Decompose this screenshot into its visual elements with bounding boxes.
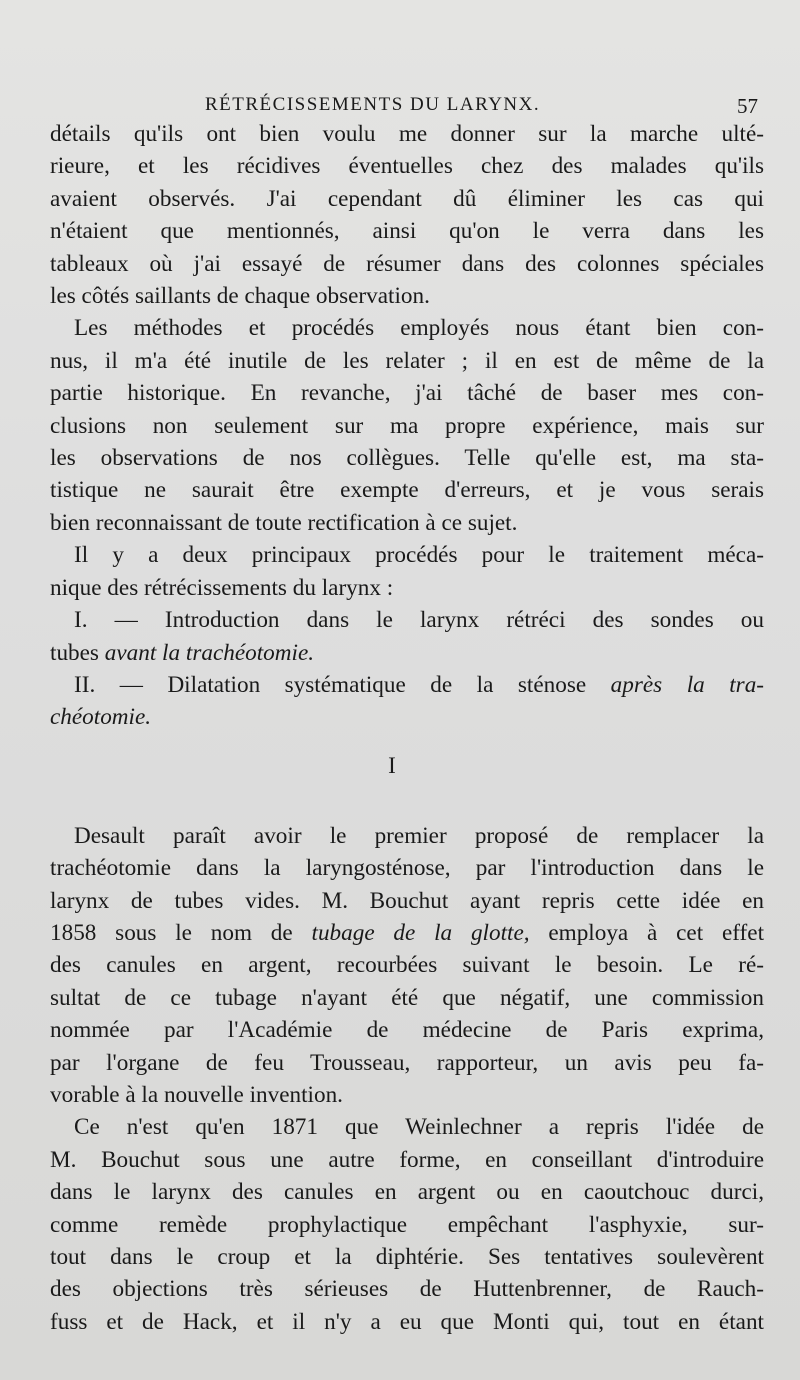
text-fragment: II. — Dilatation systématique de la sténose <box>74 671 587 698</box>
text-line: larynx de tubes vides. M. Bouchut ayant repris cette idée en <box>50 887 764 914</box>
italic-fragment: après la tra- <box>610 671 765 698</box>
text-line: trachéotomie dans la laryngosténose, par l'introduction dans le <box>50 855 764 882</box>
text-line: détails qu'ils ont bien voulu me donner sur la marche ulté- <box>50 121 764 147</box>
text-line <box>50 917 764 949</box>
text-line: vorable à la nouvelle invention. <box>50 1081 343 1108</box>
page-number: 57 <box>737 94 758 118</box>
text-line: tout dans le croup et la diphtérie. Ses tentatives soulevèrent <box>50 1244 764 1270</box>
section-heading: I <box>388 752 396 778</box>
text-fragment: employa à cet effet <box>548 919 765 946</box>
text-line: partie historique. En revanche, j'ai tâché de baser mes con- <box>50 380 764 407</box>
text-line: les côtés saillants de chaque observation. <box>50 283 430 310</box>
text-line: avaient observés. J'ai cependant dû éliminer les cas qui <box>50 185 764 212</box>
text-line: bien reconnaissant de toute rectification à ce sujet. <box>50 509 518 536</box>
text-line: rieure, et les récidives éventuelles chez des malades qu'ils <box>50 153 764 180</box>
text-line: nus, il m'a été inutile de les relater ; il en est de même de la <box>50 347 764 374</box>
text-line <box>50 701 764 733</box>
body-text <box>50 118 764 1338</box>
text-line: dans le larynx des canules en argent ou en caoutchouc durci, <box>50 1179 764 1206</box>
running-head <box>50 88 764 118</box>
italic-fragment: tubage de la glotte, <box>311 919 530 946</box>
text-line: tistique ne saurait être exempte d'erreurs, et je vous serais <box>50 477 764 504</box>
text-line: nommée par l'Académie de médecine de Paris exprima, <box>50 1017 764 1044</box>
italic-fragment: chéotomie. <box>50 704 152 731</box>
text-line <box>50 637 764 669</box>
text-line: Desault paraît avoir le premier proposé de remplacer la <box>74 822 764 849</box>
text-line: Les méthodes et procédés employés nous étant bien con- <box>74 315 764 342</box>
text-line: I. — Introduction dans le larynx rétréci des sondes ou <box>74 607 764 634</box>
text-line: Il y a deux principaux procédés pour le traitement méca- <box>74 542 764 569</box>
text-line: Ce n'est qu'en 1871 que Weinlechner a repris l'idée de <box>74 1114 764 1141</box>
text-line: fuss et de Hack, et il n'y a eu que Monti qui, tout en étant <box>50 1308 764 1335</box>
italic-fragment: avant la trachéotomie. <box>104 639 315 666</box>
text-line <box>50 669 764 701</box>
text-fragment: tubes <box>50 639 99 666</box>
text-line: des objections très sérieuses de Huttenbrenner, de Rauch- <box>50 1276 764 1303</box>
text-line: par l'organe de feu Trousseau, rapporteur, un avis peu fa- <box>50 1049 764 1076</box>
text-line: sultat de ce tubage n'ayant été que négatif, une commission <box>50 984 764 1011</box>
text-line: comme remède prophylactique empêchant l'asphyxie, sur- <box>50 1211 764 1238</box>
text-line: tableaux où j'ai essayé de résumer dans des colonnes spéciales <box>50 250 764 277</box>
text-line: les observations de nos collègues. Telle qu'elle est, ma sta- <box>50 445 764 472</box>
text-line: M. Bouchut sous une autre forme, en conseillant d'introduire <box>50 1146 764 1173</box>
text-line: nique des rétrécissements du larynx : <box>50 574 394 601</box>
text-fragment: 1858 sous le nom de <box>50 919 293 946</box>
text-line: des canules en argent, recourbées suivant le besoin. Le ré- <box>50 952 764 979</box>
running-title: RÉTRÉCISSEMENTS DU LARYNX. <box>205 94 541 115</box>
text-line: n'étaient que mentionnés, ainsi qu'on le verra dans les <box>50 218 764 245</box>
text-line: clusions non seulement sur ma propre expérience, mais sur <box>50 412 764 439</box>
